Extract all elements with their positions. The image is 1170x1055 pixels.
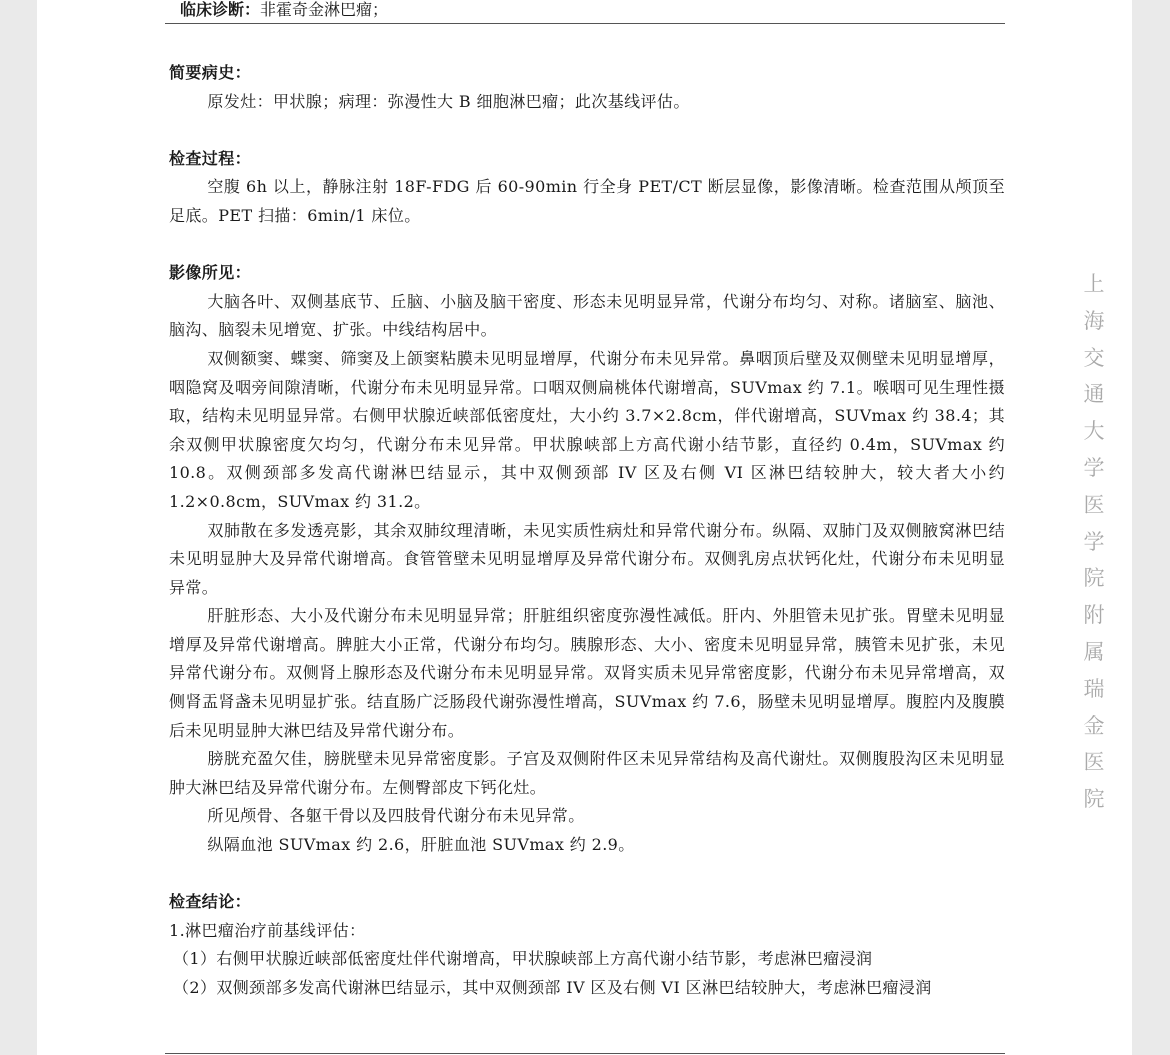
findings-section xyxy=(169,259,1005,859)
report-page xyxy=(37,0,1132,1055)
conclusion-line: （1）右侧甲状腺近峡部低密度灶伴代谢增高，甲状腺峡部上方高代谢小结节影，考虑淋巴瘤浸润 xyxy=(173,949,873,969)
conclusion-line: （2）双侧颈部多发高代谢淋巴结显示，其中双侧颈部 IV 区及右侧 VI 区淋巴结较肿大，考虑淋巴瘤浸润 xyxy=(173,978,932,997)
procedure-section xyxy=(169,145,1005,231)
findings-paragraph-chest: 双肺散在多发透亮影，其余双肺纹理清晰，未见实质性病灶和异常代谢分布。纵隔、双肺门及双侧腋窝淋巴结未见明显肿大及异常代谢增高。食管管壁未见明显增厚及异常代谢分布。双侧乳房点状钙化灶，代谢分布未见明显异常。 xyxy=(169,520,1005,597)
findings-paragraph-brain: 大脑各叶、双侧基底节、丘脑、小脑及脑干密度、形态未见明显异常，代谢分布均匀、对称。诸脑室、脑池、脑沟、脑裂未见增宽、扩张。中线结构居中。 xyxy=(169,291,1005,340)
hospital-watermark: 上海交通大学医学院附属瑞金医院 xyxy=(1083,272,1105,812)
history-section xyxy=(169,59,1005,116)
findings-paragraph-abdomen: 肝脏形态、大小及代谢分布未见明显异常；肝脏组织密度弥漫性减低。肝内、外胆管未见扩张。胃壁未见明显增厚及异常代谢增高。脾脏大小正常，代谢分布均匀。胰腺形态、大小、密度未见明显异常，胰管未见扩张，未见异常代谢分布。双侧肾上腺形态及代谢分布未见明显异常。双肾实质未见异常密度影，代谢分布未见异常增高，双侧肾盂肾盏未见明显扩张。结直肠广泛肠段代谢弥漫性增高，SUVmax 约 7.6，肠壁未见明显增厚。腹腔内及腹膜后未见明显肿大淋巴结及异常代谢分布。 xyxy=(169,606,1005,740)
history-paragraph: 原发灶：甲状腺；病理：弥漫性大 B 细胞淋巴瘤；此次基线评估。 xyxy=(207,91,690,111)
conclusion-line: 1.淋巴瘤治疗前基线评估： xyxy=(169,920,366,940)
findings-title: 影像所见： xyxy=(169,263,252,283)
diagnosis-label: 临床诊断： xyxy=(180,0,261,19)
procedure-paragraph: 空腹 6h 以上，静脉注射 18F-FDG 后 60-90min 行全身 PET/CT 断层显像，影像清晰。检查范围从颅顶至足底。PET 扫描：6min/1 床位。 xyxy=(169,177,1005,225)
clinical-diagnosis xyxy=(180,0,388,20)
procedure-title: 检查过程： xyxy=(169,148,252,168)
findings-paragraph-blood-pool: 纵隔血池 SUVmax 约 2.6，肝脏血池 SUVmax 约 2.9。 xyxy=(207,835,635,855)
findings-paragraph-pelvis: 膀胱充盈欠佳，膀胱壁未见异常密度影。子宫及双侧附件区未见异常结构及高代谢灶。双侧腹股沟区未见明显肿大淋巴结及异常代谢分布。左侧臀部皮下钙化灶。 xyxy=(169,749,1005,797)
top-divider xyxy=(165,23,1005,24)
conclusion-section xyxy=(169,888,1005,1002)
history-title: 简要病史： xyxy=(169,63,252,82)
findings-paragraph-head-neck: 双侧额窦、蝶窦、筛窦及上颌窦粘膜未见明显增厚，代谢分布未见异常。鼻咽顶后壁及双侧壁未见明显增厚，咽隐窝及咽旁间隙清晰，代谢分布未见明显异常。口咽双侧扁桃体代谢增高，SUVmax 约 7.1。喉咽可见生理性摄取，结构未见明显异常。右侧甲状腺近峡部低密度灶，大小约 3.7×2.8cm，伴代谢增高，SUVmax 约 38.4；其余双侧甲状腺密度欠均匀，代谢分布未见异常。甲状腺峡部上方高代谢小结节影，直径约 0.4m，SUVmax 约 10.8。双侧颈部多发高代谢淋巴结显示，其中双侧颈部 IV 区及右侧 VI 区淋巴结较肿大，较大者大小约 1.2×0.8cm，SUVmax 约 31.2。 xyxy=(169,348,1005,511)
diagnosis-value: 非霍奇金淋巴瘤； xyxy=(260,0,389,19)
bottom-divider xyxy=(165,1053,1005,1054)
conclusion-title: 检查结论： xyxy=(169,892,252,912)
report-body xyxy=(169,59,1005,1003)
findings-paragraph-bone: 所见颅骨、各躯干骨以及四肢骨代谢分布未见异常。 xyxy=(207,806,585,826)
